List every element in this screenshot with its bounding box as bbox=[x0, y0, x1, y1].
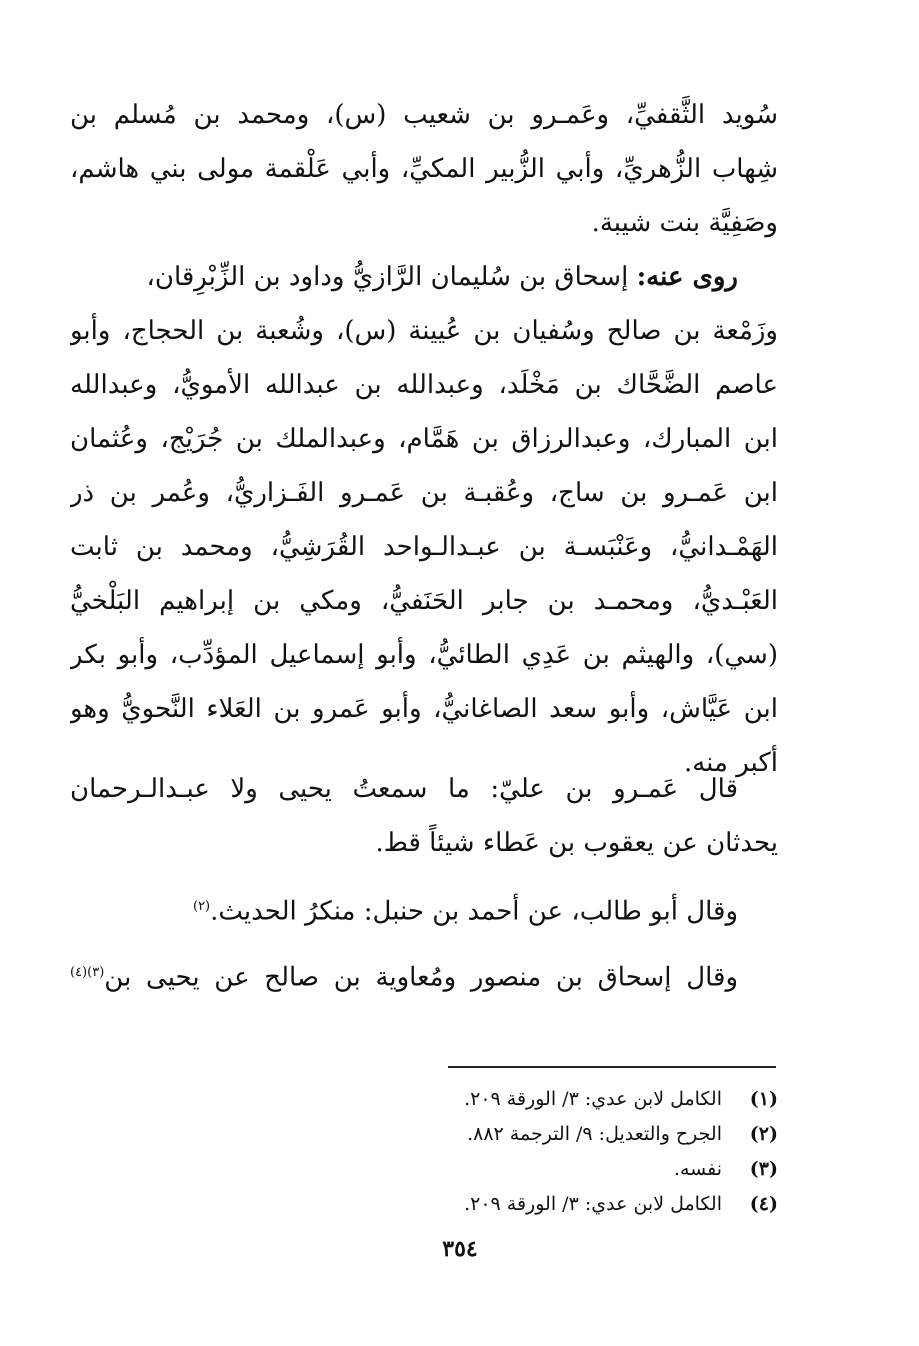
text-line bbox=[70, 946, 778, 1000]
footnote-text: الكامل لابن عدي: ٣/ الورقة ٢٠٩. bbox=[464, 1193, 722, 1215]
text-line: وصَفِيَّة بنت شيبة. bbox=[591, 208, 778, 238]
footnote-item bbox=[300, 1187, 778, 1222]
text-line: شِهاب الزُّهريِّ، وأبي الزُّبير المكيِّ، وأبي عَلْقمة مولى بني هاشم، bbox=[70, 154, 778, 184]
footnote-ref[interactable]: (٤) bbox=[70, 965, 88, 980]
footnote-number: (٣) bbox=[749, 1158, 778, 1180]
footnote-number: (١) bbox=[749, 1088, 778, 1110]
paragraph-amr-ibn-ali bbox=[70, 762, 778, 870]
text-line: العَبْـديُّ، ومحمـد بن جابر الحَنَفيُّ، ومكي بن إبراهيم البَلْخيُّ bbox=[70, 586, 778, 616]
footnote-number: (٤) bbox=[749, 1193, 778, 1215]
footnote-item bbox=[300, 1082, 778, 1117]
text-line-content: وقال أبو طالب، عن أحمد بن حنبل: منكرُ الحديث. bbox=[210, 896, 738, 927]
text-line: وزَمْعة بن صالح وسُفيان بن عُيينة (س)، وشُعبة بن الحجاج، وأبو bbox=[70, 316, 778, 346]
footnote-separator bbox=[448, 1066, 776, 1068]
footnote-ref[interactable]: (٢) bbox=[192, 899, 211, 914]
page-number: ٣٥٤ bbox=[442, 1236, 478, 1262]
text-line: يحدثان عن يعقوب بن عَطاء شيئاً قط. bbox=[375, 828, 778, 858]
text-line: سُويد الثَّقفيِّ، وعَمـرو بن شعيب (س)، ومحمد بن مُسلم بن bbox=[70, 100, 778, 130]
paragraph-ishaq-ibn-mansur bbox=[70, 946, 778, 1000]
text-line: ابن عَيَّاش، وأبو سعد الصاغانيُّ، وأبو عَمرو بن العَلاء النَّحويُّ وهو bbox=[70, 694, 778, 724]
footnote-text: الكامل لابن عدي: ٣/ الورقة ٢٠٩. bbox=[464, 1088, 722, 1110]
footnotes-list bbox=[300, 1082, 778, 1222]
footnote-text: نفسه. bbox=[673, 1158, 722, 1180]
text-line bbox=[70, 250, 778, 304]
text-line: الهَمْـدانيُّ، وعَنْبَسـة بن عبـدالـواحد القُرَشِيُّ، ومحمد بن ثابت bbox=[70, 532, 778, 562]
text-line: (سي)، والهيثم بن عَدِي الطائيُّ، وأبو إسماعيل المؤدِّب، وأبو بكر bbox=[70, 640, 778, 670]
paragraph-abu-talib bbox=[70, 880, 778, 934]
text-line: ابن عَمـرو بن ساج، وعُقبـة بن عَمـرو الفَـزاريُّ، وعُمر بن ذر bbox=[70, 478, 778, 508]
footnote-item bbox=[300, 1117, 778, 1152]
footnote-ref[interactable]: (٣) bbox=[87, 965, 105, 980]
narrators-label: روى عنه: bbox=[636, 262, 738, 292]
paragraph-teachers-end bbox=[70, 88, 778, 250]
text-line-content: إسحاق بن سُليمان الرَّازيُّ وداود بن الزِّبْرِقان، bbox=[146, 262, 637, 292]
text-line: ابن المبارك، وعبدالرزاق بن هَمَّام، وعبدالملك بن جُرَيْج، وعُثمان bbox=[70, 424, 778, 454]
paragraph-narrators bbox=[70, 250, 778, 790]
footnote-item bbox=[300, 1152, 778, 1187]
text-line: عاصم الضَّحَّاك بن مَخْلَد، وعبدالله بن عبدالله الأمويُّ، وعبدالله bbox=[70, 370, 778, 400]
footnote-number: (٢) bbox=[749, 1123, 778, 1145]
text-line-content: وقال إسحاق بن منصور ومُعاوية بن صالح عن يحيى بن bbox=[104, 962, 738, 993]
text-line: أكبر منه. bbox=[683, 748, 778, 778]
text-line: قال عَمـرو بن عليّ: ما سمعتُ يحيى ولا عبـدالـرحمان bbox=[70, 774, 738, 804]
footnote-text: الجرح والتعديل: ٩/ الترجمة ٨٨٢. bbox=[467, 1123, 722, 1145]
text-line bbox=[70, 880, 778, 934]
